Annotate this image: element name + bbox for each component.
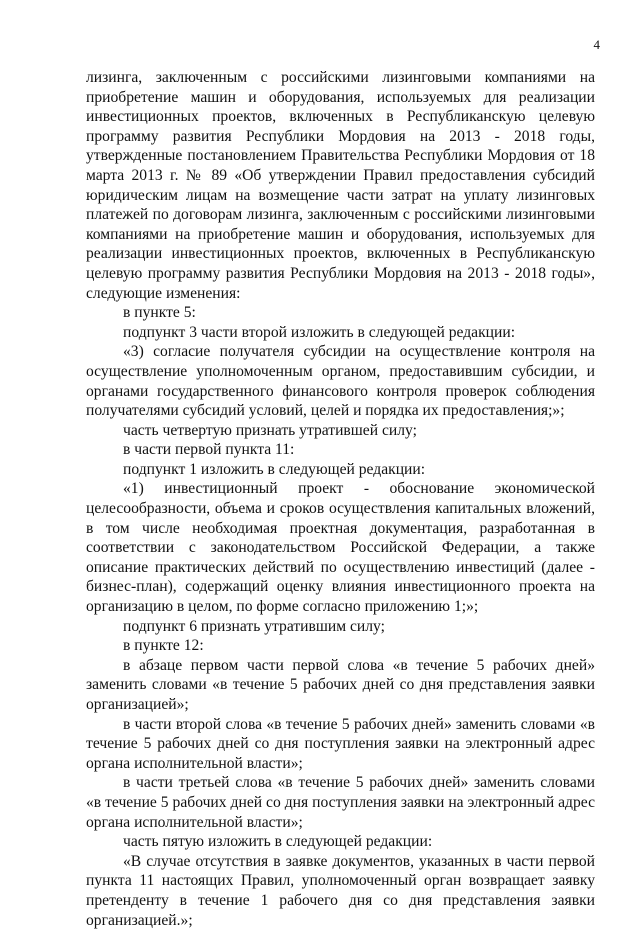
paragraph: в части второй слова «в течение 5 рабочих дней» заменить словами «в течение 5 рабочих дней со дня поступления заявки на электронный адрес органа исполнительной власти»; — [86, 715, 595, 772]
paragraph: в пункте 5: — [123, 304, 196, 322]
paragraph: в части третьей слова «в течение 5 рабочих дней» заменить словами «в течение 5 рабочих дней со дня поступления заявки на электронный адрес органа исполнительной власти»; — [86, 774, 595, 831]
paragraph: часть четвертую признать утратившей силу; — [123, 421, 417, 439]
paragraph: лизинга, заключенным с российскими лизинговыми компаниями на приобретение машин и оборудования, используемых для реализации инвестиционных проектов, включенных в Республиканскую целевую программу развития Республики Мордовия на 2013 - 2018 годы, утвержденные постановлением Правительства Республики Мордовия от 18 марта 2013 г. № 89 «Об утверждении Правил предоставления субсидий юридическим лицам на возмещение части затрат на уплату лизинговых платежей по договорам лизинга, заключенным с российскими лизинговыми компаниями на приобретение машин и оборудования, используемых для реализации инвестиционных проектов, включенных в Республиканскую целевую программу развития Республики Мордовия на 2013 - 2018 годы», следующие изменения: — [86, 69, 595, 302]
document-body — [86, 68, 595, 930]
paragraph: в части первой пункта 11: — [123, 441, 295, 459]
paragraph: в пункте 12: — [123, 637, 204, 655]
page-number: 4 — [593, 37, 600, 52]
paragraph: «1) инвестиционный проект - обоснование экономической целесообразности, объема и сроков осуществления капитальных вложений, в том числе необходимая проектная документация, разработанная в соответствии с законодательством Российской Федерации, а также описание практических действий по осуществлению инвестиций (далее - бизнес-план), содержащий оценку влияния инвестиционного проекта на организацию в целом, по форме согласно приложению 1;»; — [86, 480, 595, 616]
paragraph: подпункт 3 части второй изложить в следующей редакции: — [123, 323, 516, 341]
paragraph: подпункт 6 признать утратившим силу; — [123, 617, 385, 635]
paragraph: в абзаце первом части первой слова «в течение 5 рабочих дней» заменить словами «в течение 5 рабочих дней со дня представления заявки организацией»; — [86, 656, 595, 713]
paragraph: «3) согласие получателя субсидии на осуществление контроля на осуществление уполномоченным органом, предоставившим субсидии, и органами государственного финансового контроля проверок соблюдения получателями субсидий условий, целей и порядка их предоставления;»; — [86, 343, 595, 420]
paragraph: подпункт 1 изложить в следующей редакции: — [123, 460, 426, 478]
paragraph: часть пятую изложить в следующей редакции: — [123, 833, 433, 851]
paragraph: «В случае отсутствия в заявке документов, указанных в части первой пункта 11 настоящих Правил, уполномоченный орган возвращает заявку претенденту в течение 1 рабочего дня со дня представления заявки организацией.»; — [86, 852, 595, 929]
